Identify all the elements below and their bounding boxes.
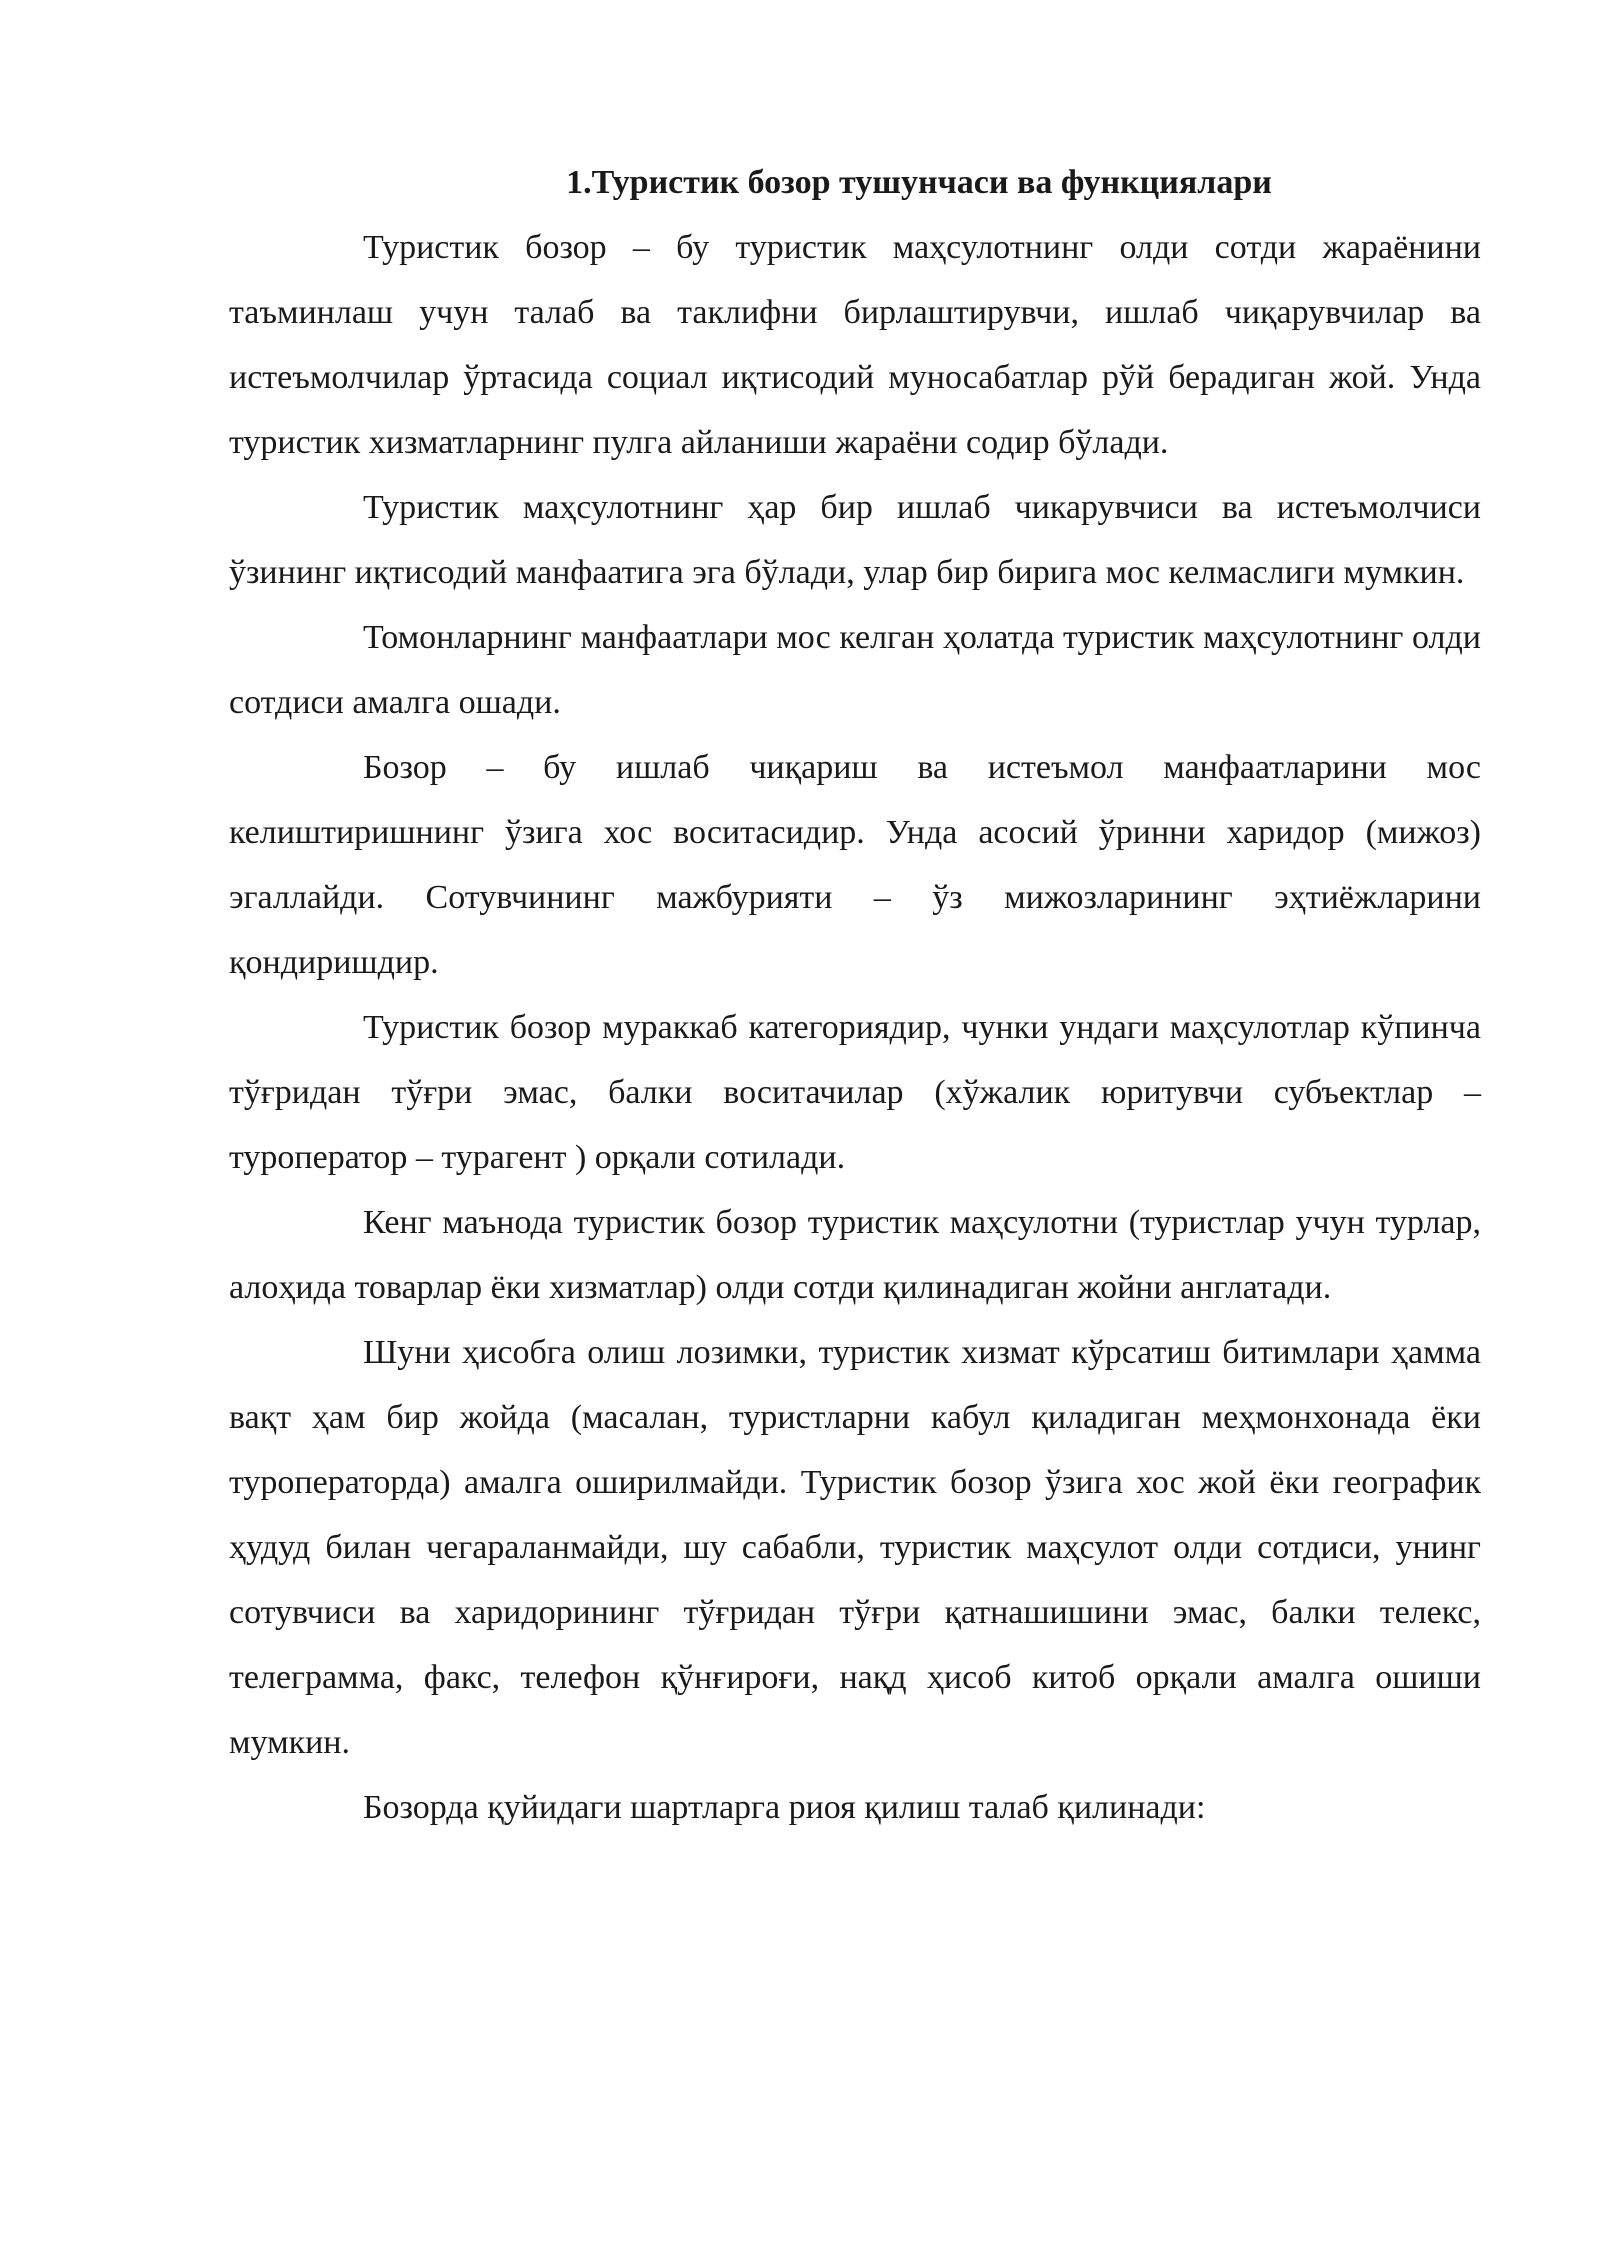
paragraph-1: Туристик бозор – бу туристик маҳсулотнинг олди сотди жараёнини таъминлаш учун талаб ва таклифни бирлаштирувчи, ишлаб чиқарувчилар ва истеъмолчилар ўртасида социал иқтисодий муносабатлар рўй берадиган жой. Унда туристик хизматларнинг пулга айланиши жараёни содир бўлади.: [229, 229, 1481, 461]
document-body: [229, 150, 1481, 1840]
section-title: 1.Туристик бозор тушунчаси ва функциялари: [566, 164, 1272, 201]
paragraph-8: Бозорда қуйидаги шартларга риоя қилиш талаб қилинади:: [363, 1789, 1206, 1826]
paragraph-2: Туристик маҳсулотнинг ҳар бир ишлаб чикарувчиси ва истеъмолчиси ўзининг иқтисодий манфаатига эга бўлади, улар бир бирига мос келмаслиги мумкин.: [229, 489, 1481, 591]
paragraph-3: Томонларнинг манфаатлари мос келган ҳолатда туристик маҳсулотнинг олди сотдиси амалга ошади.: [229, 619, 1481, 721]
paragraph-6: Кенг маънода туристик бозор туристик маҳсулотни (туристлар учун турлар, алоҳида товарлар ёки хизматлар) олди сотди қилинадиган жойни англатади.: [229, 1204, 1481, 1306]
paragraph-4: Бозор – бу ишлаб чиқариш ва истеъмол манфаатларини мос келиштиришнинг ўзига хос воситасидир. Унда асосий ўринни харидор (мижоз) эгаллайди. Сотувчининг мажбурияти – ўз мижозларининг эҳтиёжларини қондиришдир.: [229, 749, 1481, 981]
paragraph-5: Туристик бозор мураккаб категориядир, чунки ундаги маҳсулотлар кўпинча тўғридан тўғри эмас, балки воситачилар (хўжалик юритувчи субъектлар – туроператор – турагент ) орқали сотилади.: [229, 1009, 1481, 1176]
paragraph-7: Шуни ҳисобга олиш лозимки, туристик хизмат кўрсатиш битимлари ҳамма вақт ҳам бир жойда (масалан, туристларни кабул қиладиган меҳмонхонада ёки туроператорда) амалга оширилмайди. Туристик бозор ўзига хос жой ёки географик ҳудуд билан чегараланмайди, шу сабабли, туристик маҳсулот олди сотдиси, унинг сотувчиси ва харидорининг тўғридан тўғри қатнашишини эмас, балки телекс, телеграмма, факс, телефон қўнғироғи, нақд ҳисоб китоб орқали амалга ошиши мумкин.: [229, 1334, 1481, 1761]
